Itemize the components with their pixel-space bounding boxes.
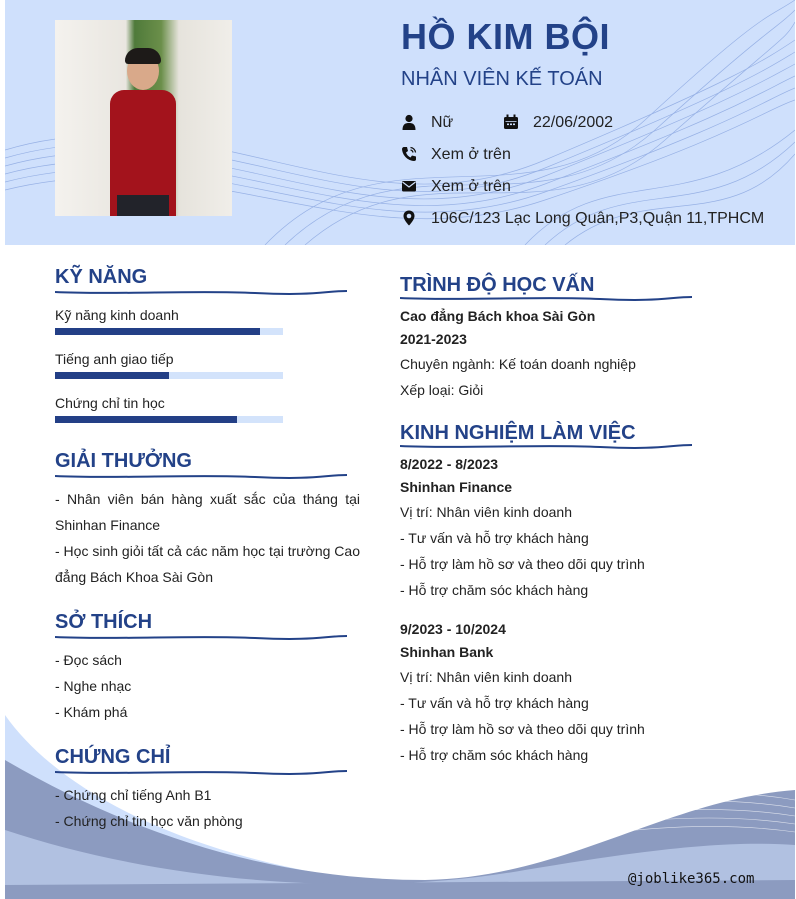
full-name: HỒ KIM BỘI (401, 16, 610, 57)
skill-bar-fill (55, 372, 169, 379)
skill-label: Kỹ năng kinh doanh (55, 307, 179, 323)
watermark: @joblike365.com (628, 871, 755, 887)
job-duty: - Hỗ trợ làm hồ sơ và theo dõi quy trình (400, 721, 645, 737)
hobby-item: - Khám phá (55, 704, 128, 720)
skill-bar-fill (55, 416, 237, 423)
hobbies-title-underline (55, 633, 355, 641)
award-item: - Học sinh giỏi tất cả các năm học tại trường Cao (55, 543, 360, 559)
certificate-item: - Chứng chỉ tin học văn phòng (55, 813, 243, 829)
award-item: - Nhân viên bán hàng xuất sắc của tháng tại (55, 491, 360, 507)
education-school: Cao đẳng Bách khoa Sài Gòn (400, 308, 596, 324)
certificates-title: CHỨNG CHỈ (55, 746, 171, 768)
job-period: 8/2022 - 8/2023 (400, 456, 499, 472)
education-title: TRÌNH ĐỘ HỌC VẤN (400, 274, 595, 296)
experience-title-underline (400, 442, 700, 450)
job-company: Shinhan Bank (400, 644, 494, 660)
skill-bar (55, 372, 283, 379)
birthdate-value: 22/06/2002 (533, 114, 614, 131)
job-duty: - Hỗ trợ chăm sóc khách hàng (400, 747, 589, 763)
skill-label: Chứng chỉ tin học (55, 395, 165, 411)
skill-bar (55, 328, 283, 335)
job-position: Vị trí: Nhân viên kinh doanh (400, 504, 572, 520)
awards-title: GIẢI THƯỞNG (55, 450, 192, 472)
education-title-underline (400, 294, 700, 302)
skill-bar-fill (55, 328, 260, 335)
email-value: Xem ở trên (431, 178, 511, 195)
education-major: Chuyên ngành: Kế toán doanh nghiệp (400, 356, 636, 372)
job-title: NHÂN VIÊN KẾ TOÁN (401, 68, 603, 90)
award-item-continued: Shinhan Finance (55, 517, 161, 533)
job-duty: - Hỗ trợ chăm sóc khách hàng (400, 582, 589, 598)
certificate-item: - Chứng chỉ tiếng Anh B1 (55, 787, 212, 803)
skill-bar (55, 416, 283, 423)
job-duty: - Tư vấn và hỗ trợ khách hàng (400, 695, 589, 711)
skill-label: Tiếng anh giao tiếp (55, 351, 174, 367)
hobby-item: - Nghe nhạc (55, 678, 132, 694)
job-company: Shinhan Finance (400, 479, 513, 495)
education-years: 2021-2023 (400, 331, 467, 347)
phone-value: Xem ở trên (431, 146, 511, 163)
hobby-item: - Đọc sách (55, 652, 122, 668)
skills-title-underline (55, 288, 355, 296)
awards-title-underline (55, 472, 355, 480)
job-duty: - Hỗ trợ làm hồ sơ và theo dõi quy trình (400, 556, 645, 572)
cv-page (5, 0, 795, 899)
gender-value: Nữ (431, 114, 454, 131)
experience-title: KINH NGHIỆM LÀM VIỆC (400, 422, 636, 444)
job-position: Vị trí: Nhân viên kinh doanh (400, 669, 572, 685)
award-item-continued: đẳng Bách Khoa Sài Gòn (55, 569, 214, 585)
job-period: 9/2023 - 10/2024 (400, 621, 506, 637)
certificates-title-underline (55, 768, 355, 776)
hobbies-title: SỞ THÍCH (55, 611, 153, 633)
job-duty: - Tư vấn và hỗ trợ khách hàng (400, 530, 589, 546)
education-grade: Xếp loại: Giỏi (400, 382, 484, 398)
skills-title: KỸ NĂNG (55, 266, 148, 288)
address-value: 106C/123 Lạc Long Quân,P3,Quận 11,TPHCM (431, 210, 765, 227)
